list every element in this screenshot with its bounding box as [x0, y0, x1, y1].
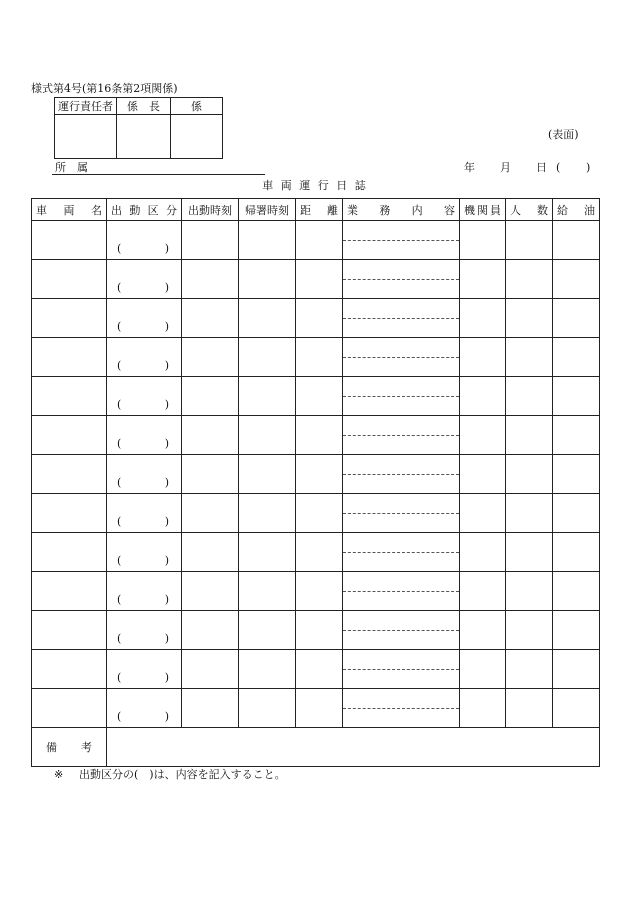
cell-return-time[interactable] — [239, 455, 296, 494]
table-row — [32, 299, 600, 338]
cell-distance[interactable] — [296, 260, 343, 299]
dashed-divider — [343, 513, 459, 514]
note-mark: ※ — [54, 768, 64, 781]
cell-distance[interactable] — [296, 455, 343, 494]
dispatch-paren: ( ) — [117, 359, 169, 372]
note-text: 出動区分の( )は、内容を記入すること。 — [79, 768, 286, 781]
col-dispatch-type: 出 動 区 分 — [107, 199, 182, 221]
dashed-divider — [343, 669, 459, 670]
cell-people[interactable] — [506, 416, 553, 455]
dashed-divider — [343, 474, 459, 475]
cell-crew[interactable] — [460, 689, 506, 728]
cell-distance[interactable] — [296, 572, 343, 611]
approval-label-staff: 係 — [171, 98, 223, 115]
cell-return-time[interactable] — [239, 416, 296, 455]
cell-people[interactable] — [506, 260, 553, 299]
dashed-divider — [343, 708, 459, 709]
dispatch-paren: ( ) — [117, 398, 169, 411]
cell-dispatch-type[interactable] — [107, 572, 182, 611]
cell-crew[interactable] — [460, 260, 506, 299]
cell-depart-time[interactable] — [182, 533, 239, 572]
cell-return-time[interactable] — [239, 260, 296, 299]
form-id: 様式第4号(第16条第2項関係) — [31, 82, 178, 95]
dispatch-paren: ( ) — [117, 554, 169, 567]
approval-stamp-staff[interactable] — [171, 115, 223, 159]
cell-people[interactable] — [506, 611, 553, 650]
cell-business[interactable] — [343, 260, 460, 299]
cell-return-time[interactable] — [239, 650, 296, 689]
table-row — [32, 572, 600, 611]
cell-return-time[interactable] — [239, 611, 296, 650]
dashed-divider — [343, 240, 459, 241]
cell-crew[interactable] — [460, 494, 506, 533]
cell-fuel[interactable] — [553, 455, 600, 494]
cell-crew[interactable] — [460, 221, 506, 260]
cell-crew[interactable] — [460, 299, 506, 338]
cell-people[interactable] — [506, 221, 553, 260]
cell-distance[interactable] — [296, 494, 343, 533]
col-crew: 機 関 員 — [460, 199, 506, 221]
cell-business[interactable] — [343, 221, 460, 260]
cell-dispatch-type[interactable] — [107, 377, 182, 416]
cell-crew[interactable] — [460, 455, 506, 494]
cell-people[interactable] — [506, 338, 553, 377]
cell-fuel[interactable] — [553, 260, 600, 299]
dashed-divider — [343, 630, 459, 631]
cell-crew[interactable] — [460, 416, 506, 455]
cell-vehicle-name[interactable] — [32, 455, 107, 494]
cell-crew[interactable] — [460, 533, 506, 572]
col-vehicle-name: 車 両 名 — [32, 199, 107, 221]
table-row — [32, 533, 600, 572]
cell-dispatch-type[interactable] — [107, 650, 182, 689]
cell-depart-time[interactable] — [182, 377, 239, 416]
date-month: 月 — [500, 161, 511, 174]
cell-distance[interactable] — [296, 689, 343, 728]
table-row — [32, 416, 600, 455]
cell-people[interactable] — [506, 572, 553, 611]
dispatch-paren: ( ) — [117, 632, 169, 645]
cell-vehicle-name[interactable] — [32, 299, 107, 338]
cell-fuel[interactable] — [553, 650, 600, 689]
cell-fuel[interactable] — [553, 533, 600, 572]
cell-distance[interactable] — [296, 338, 343, 377]
cell-distance[interactable] — [296, 377, 343, 416]
dashed-divider — [343, 435, 459, 436]
cell-fuel[interactable] — [553, 494, 600, 533]
cell-dispatch-type[interactable] — [107, 533, 182, 572]
cell-depart-time[interactable] — [182, 416, 239, 455]
cell-dispatch-type[interactable] — [107, 689, 182, 728]
date-paren-open: ( — [556, 161, 561, 174]
cell-vehicle-name[interactable] — [32, 338, 107, 377]
affiliation-label: 所 属 — [55, 161, 88, 174]
dispatch-paren: ( ) — [117, 671, 169, 684]
cell-dispatch-type[interactable] — [107, 416, 182, 455]
table-row — [32, 455, 600, 494]
table-row — [32, 377, 600, 416]
col-return-time: 帰署時刻 — [239, 199, 296, 221]
cell-dispatch-type[interactable] — [107, 455, 182, 494]
approval-stamp-box — [54, 97, 223, 159]
cell-crew[interactable] — [460, 650, 506, 689]
dashed-divider — [343, 591, 459, 592]
approval-label-manager: 運行責任者 — [55, 98, 117, 115]
cell-return-time[interactable] — [239, 572, 296, 611]
cell-business[interactable] — [343, 494, 460, 533]
cell-people[interactable] — [506, 533, 553, 572]
cell-distance[interactable] — [296, 650, 343, 689]
cell-fuel[interactable] — [553, 338, 600, 377]
dispatch-paren: ( ) — [117, 476, 169, 489]
cell-return-time[interactable] — [239, 689, 296, 728]
cell-vehicle-name[interactable] — [32, 221, 107, 260]
cell-vehicle-name[interactable] — [32, 650, 107, 689]
cell-crew[interactable] — [460, 338, 506, 377]
cell-business[interactable] — [343, 416, 460, 455]
cell-fuel[interactable] — [553, 299, 600, 338]
cell-depart-time[interactable] — [182, 221, 239, 260]
cell-business[interactable] — [343, 650, 460, 689]
cell-return-time[interactable] — [239, 494, 296, 533]
cell-dispatch-type[interactable] — [107, 221, 182, 260]
col-distance: 距 離 — [296, 199, 343, 221]
side-label: (表面) — [548, 128, 579, 141]
cell-crew[interactable] — [460, 377, 506, 416]
dashed-divider — [343, 357, 459, 358]
cell-distance[interactable] — [296, 221, 343, 260]
cell-business[interactable] — [343, 533, 460, 572]
cell-people[interactable] — [506, 299, 553, 338]
cell-crew[interactable] — [460, 611, 506, 650]
cell-business[interactable] — [343, 572, 460, 611]
cell-business[interactable] — [343, 338, 460, 377]
table-row — [32, 650, 600, 689]
cell-distance[interactable] — [296, 299, 343, 338]
cell-people[interactable] — [506, 377, 553, 416]
cell-business[interactable] — [343, 611, 460, 650]
cell-depart-time[interactable] — [182, 455, 239, 494]
cell-depart-time[interactable] — [182, 650, 239, 689]
remarks-label: 備 考 — [32, 728, 107, 767]
cell-vehicle-name[interactable] — [32, 377, 107, 416]
dispatch-paren: ( ) — [117, 710, 169, 723]
cell-fuel[interactable] — [553, 689, 600, 728]
col-fuel: 給 油 — [553, 199, 600, 221]
table-row — [32, 338, 600, 377]
col-business: 業 務 内 容 — [343, 199, 460, 221]
date-year: 年 — [464, 161, 475, 174]
dispatch-paren: ( ) — [117, 593, 169, 606]
dashed-divider — [343, 552, 459, 553]
cell-depart-time[interactable] — [182, 494, 239, 533]
table-row — [32, 494, 600, 533]
dispatch-paren: ( ) — [117, 437, 169, 450]
cell-fuel[interactable] — [553, 221, 600, 260]
cell-fuel[interactable] — [553, 572, 600, 611]
cell-fuel[interactable] — [553, 416, 600, 455]
cell-business[interactable] — [343, 455, 460, 494]
dispatch-paren: ( ) — [117, 515, 169, 528]
cell-depart-time[interactable] — [182, 260, 239, 299]
approval-label-chief: 係 長 — [117, 98, 171, 115]
dispatch-paren: ( ) — [117, 320, 169, 333]
vehicle-log-table — [31, 198, 600, 767]
table-row — [32, 611, 600, 650]
cell-depart-time[interactable] — [182, 611, 239, 650]
cell-vehicle-name[interactable] — [32, 494, 107, 533]
date-day: 日 — [536, 161, 547, 174]
cell-depart-time[interactable] — [182, 338, 239, 377]
approval-stamp-manager[interactable] — [55, 115, 117, 159]
cell-people[interactable] — [506, 494, 553, 533]
cell-depart-time[interactable] — [182, 299, 239, 338]
cell-depart-time[interactable] — [182, 689, 239, 728]
cell-depart-time[interactable] — [182, 572, 239, 611]
cell-fuel[interactable] — [553, 611, 600, 650]
date-paren-close: ) — [586, 161, 591, 174]
table-row — [32, 221, 600, 260]
cell-business[interactable] — [343, 689, 460, 728]
cell-return-time[interactable] — [239, 299, 296, 338]
page-title: 車 両 運 行 日 誌 — [262, 179, 368, 192]
cell-return-time[interactable] — [239, 221, 296, 260]
cell-distance[interactable] — [296, 416, 343, 455]
table-row — [32, 260, 600, 299]
cell-dispatch-type[interactable] — [107, 299, 182, 338]
cell-people[interactable] — [506, 455, 553, 494]
cell-crew[interactable] — [460, 572, 506, 611]
cell-vehicle-name[interactable] — [32, 611, 107, 650]
cell-vehicle-name[interactable] — [32, 416, 107, 455]
dashed-divider — [343, 279, 459, 280]
cell-dispatch-type[interactable] — [107, 494, 182, 533]
cell-vehicle-name[interactable] — [32, 689, 107, 728]
approval-stamp-chief[interactable] — [117, 115, 171, 159]
cell-vehicle-name[interactable] — [32, 572, 107, 611]
cell-vehicle-name[interactable] — [32, 260, 107, 299]
cell-people[interactable] — [506, 650, 553, 689]
table-row — [32, 689, 600, 728]
cell-business[interactable] — [343, 299, 460, 338]
dispatch-paren: ( ) — [117, 281, 169, 294]
col-depart-time: 出動時刻 — [182, 199, 239, 221]
cell-people[interactable] — [506, 689, 553, 728]
cell-dispatch-type[interactable] — [107, 338, 182, 377]
affiliation-field[interactable] — [52, 162, 265, 175]
cell-return-time[interactable] — [239, 533, 296, 572]
dashed-divider — [343, 396, 459, 397]
cell-dispatch-type[interactable] — [107, 260, 182, 299]
cell-dispatch-type[interactable] — [107, 611, 182, 650]
cell-fuel[interactable] — [553, 377, 600, 416]
cell-distance[interactable] — [296, 611, 343, 650]
cell-business[interactable] — [343, 377, 460, 416]
cell-distance[interactable] — [296, 533, 343, 572]
dashed-divider — [343, 318, 459, 319]
cell-vehicle-name[interactable] — [32, 533, 107, 572]
col-people: 人 数 — [506, 199, 553, 221]
remarks-field[interactable] — [107, 728, 600, 767]
cell-return-time[interactable] — [239, 377, 296, 416]
dispatch-paren: ( ) — [117, 242, 169, 255]
cell-return-time[interactable] — [239, 338, 296, 377]
